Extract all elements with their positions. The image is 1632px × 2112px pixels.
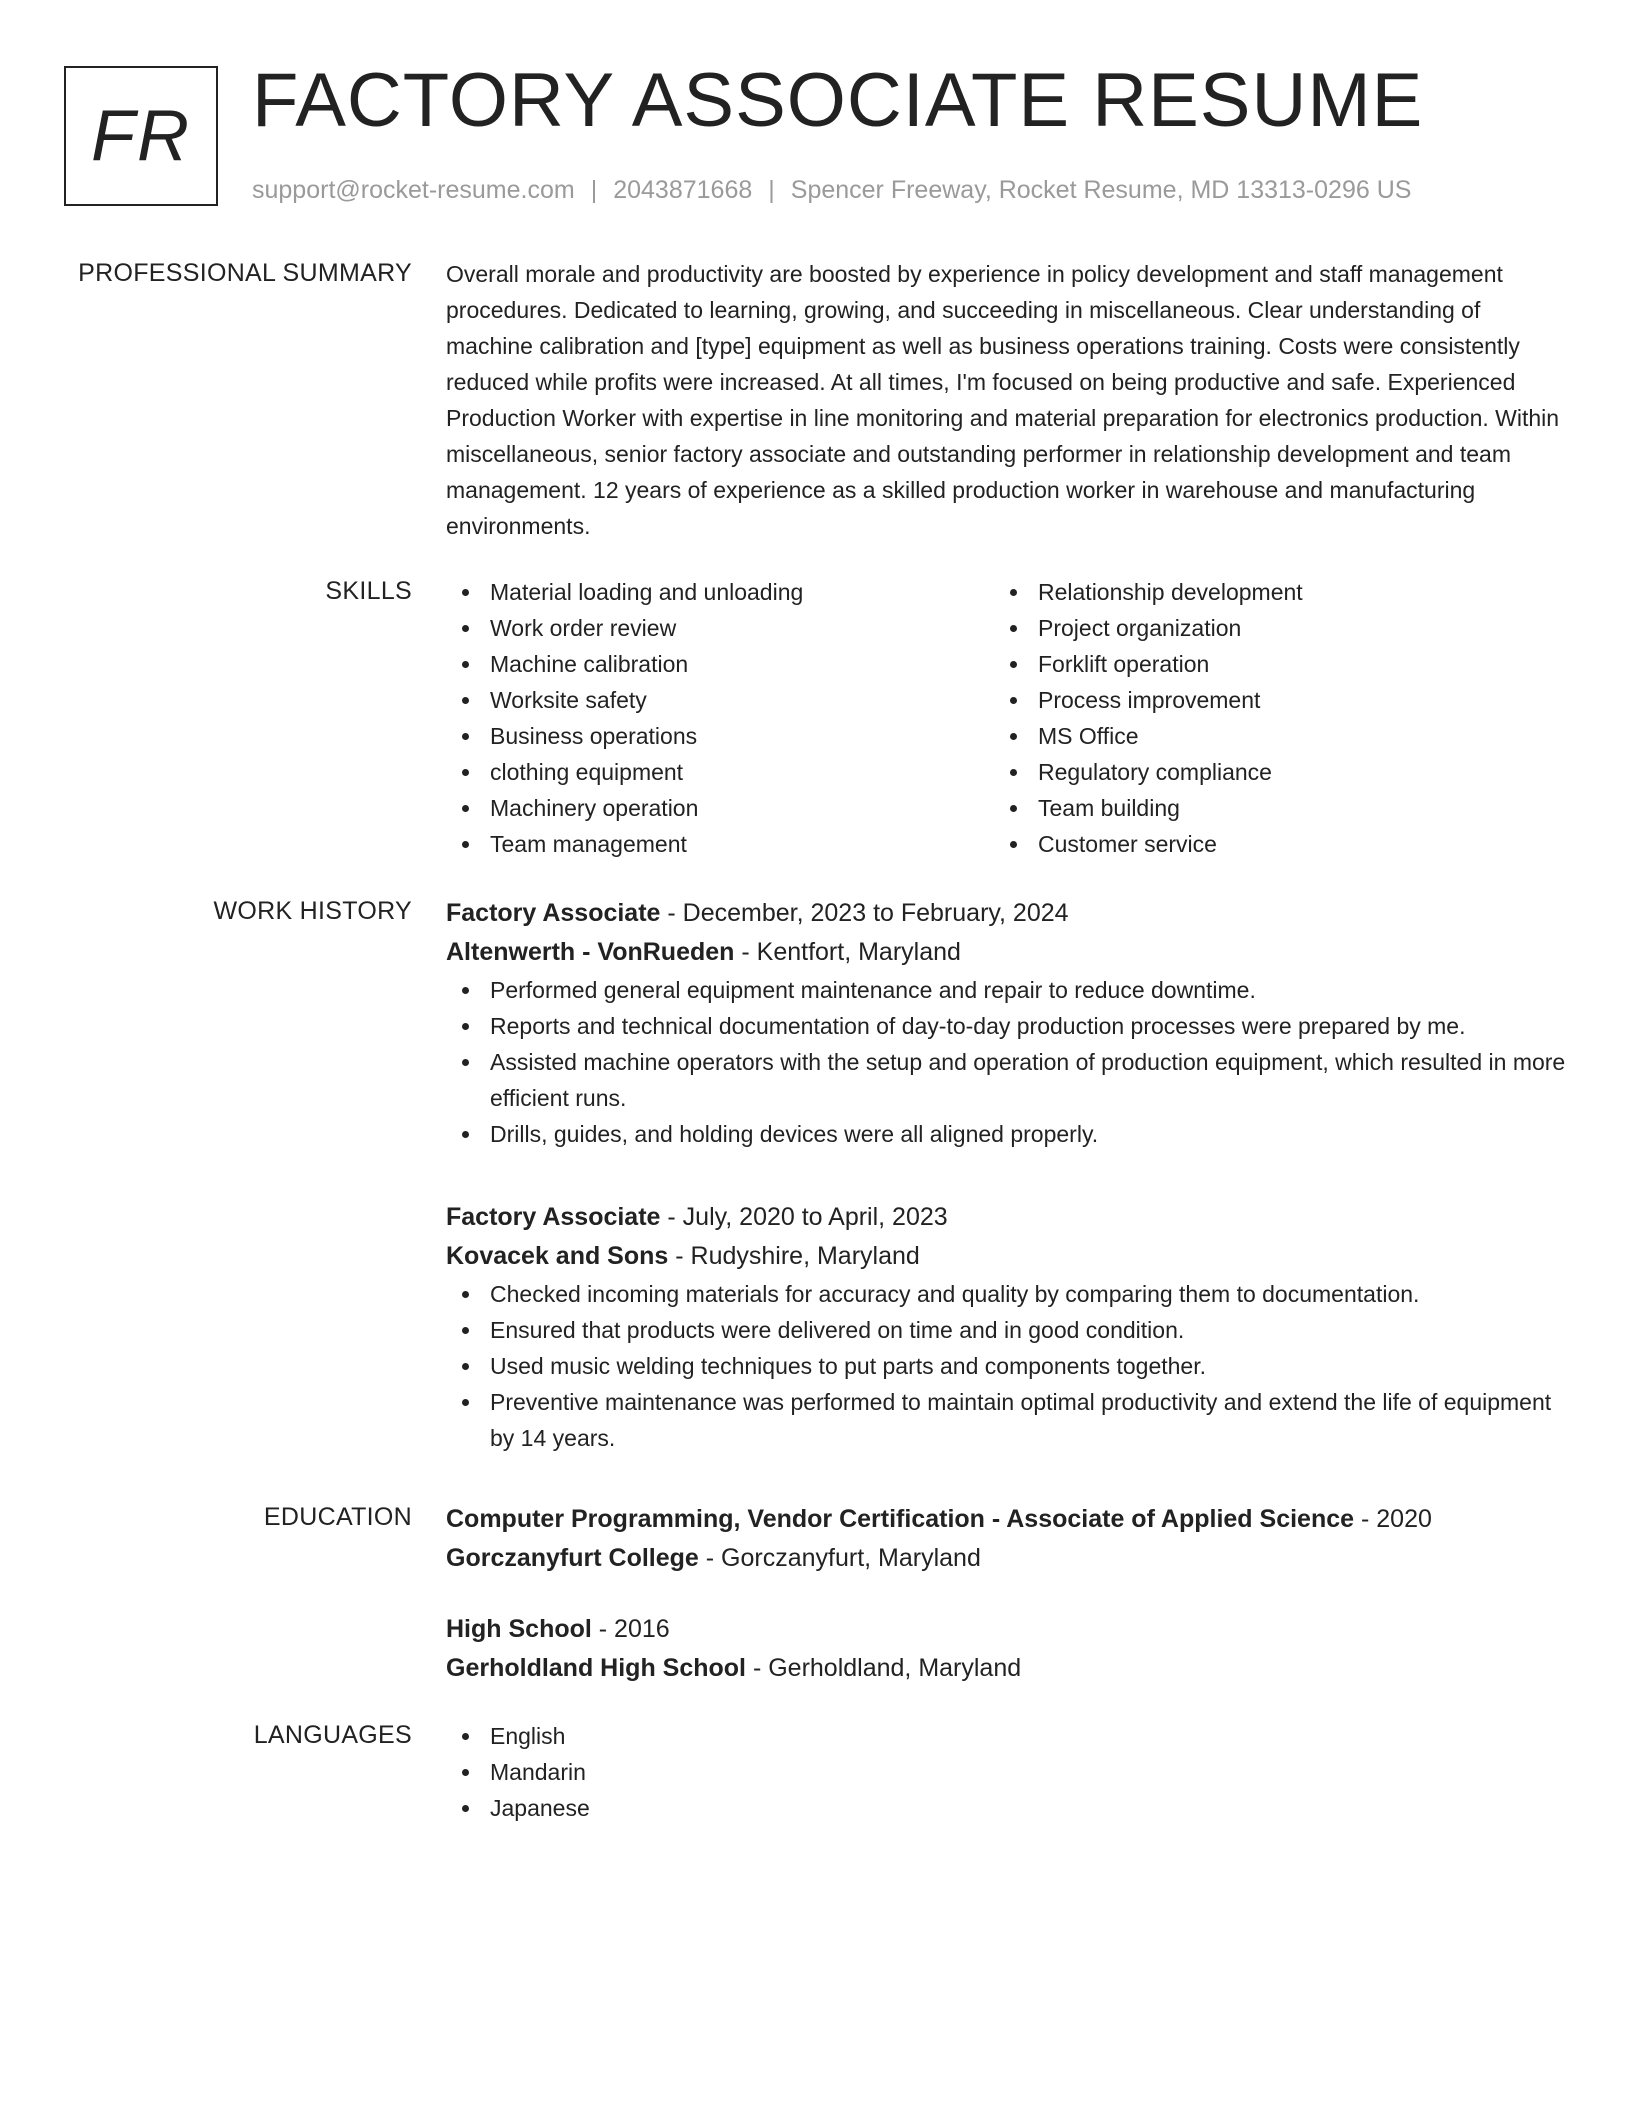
- education-year: - 2020: [1354, 1505, 1432, 1533]
- skill-item: Business operations: [446, 718, 994, 754]
- skill-item: Machine calibration: [446, 646, 994, 682]
- job-entry: [446, 1198, 1570, 1456]
- job-title: Factory Associate: [446, 1203, 661, 1231]
- language-item: English: [446, 1718, 1570, 1754]
- job-entry: [446, 894, 1570, 1152]
- job-bullet: Preventive maintenance was performed to maintain optimal productivity and extend the life of equipment by 14 years.: [446, 1384, 1570, 1456]
- summary-text: Overall morale and productivity are boosted by experience in policy development and staff management procedures. Dedicated to learning, growing, and succeeding in miscellaneous. Clear understanding of machine calibration and [type] equipment as well as business operations training. Costs were consistently reduced while profits were increased. At all times, I'm focused on being productive and safe. Experienced Production Worker with expertise in line monitoring and material preparation for electronics production. Within miscellaneous, senior factory associate and outstanding performer in relationship development and team management. 12 years of experience as a skilled production worker in warehouse and manufacturing environments.: [446, 261, 1560, 539]
- skill-item: Team management: [446, 826, 994, 862]
- education-degree-line: [446, 1610, 1570, 1649]
- job-bullet: Checked incoming materials for accuracy and quality by comparing them to documentation.: [446, 1276, 1570, 1312]
- job-company-line: [446, 1237, 1570, 1276]
- skill-item: Process improvement: [994, 682, 1542, 718]
- job-dates: - December, 2023 to February, 2024: [660, 899, 1069, 927]
- job-location: - Rudyshire, Maryland: [668, 1242, 920, 1270]
- languages-body: [446, 1718, 1570, 1826]
- languages-heading: LANGUAGES: [253, 1721, 412, 1749]
- job-bullet: Ensured that products were delivered on time and in good condition.: [446, 1312, 1570, 1348]
- language-item: Mandarin: [446, 1754, 1570, 1790]
- education-entry: [446, 1610, 1570, 1688]
- skill-item: Relationship development: [994, 574, 1542, 610]
- job-bullet: Drills, guides, and holding devices were all aligned properly.: [446, 1116, 1570, 1152]
- skills-body: [446, 574, 1570, 862]
- monogram-box: [64, 66, 218, 206]
- summary-heading: PROFESSIONAL SUMMARY: [78, 259, 412, 287]
- skills-heading: SKILLS: [325, 577, 412, 605]
- skill-item: MS Office: [994, 718, 1542, 754]
- summary-body: [446, 256, 1570, 544]
- skill-item: clothing equipment: [446, 754, 994, 790]
- job-company: Kovacek and Sons: [446, 1242, 669, 1270]
- monogram-initials: FR: [91, 96, 191, 176]
- education-location: - Gorczanyfurt, Maryland: [698, 1544, 981, 1572]
- work-history-heading: WORK HISTORY: [213, 897, 412, 925]
- job-bullet: Used music welding techniques to put parts and components together.: [446, 1348, 1570, 1384]
- skill-item: Project organization: [994, 610, 1542, 646]
- job-bullet-list: [446, 1276, 1570, 1456]
- skill-item: Work order review: [446, 610, 994, 646]
- job-bullet-list: [446, 972, 1570, 1152]
- skill-item: Machinery operation: [446, 790, 994, 826]
- education-degree: High School: [446, 1615, 592, 1643]
- education-location: - Gerholdland, Maryland: [746, 1654, 1022, 1682]
- education-school-line: [446, 1539, 1570, 1578]
- contact-phone: 2043871668: [613, 176, 753, 204]
- contact-email: support@rocket-resume.com: [252, 176, 575, 204]
- job-bullet: Reports and technical documentation of day-to-day production processes were prepared by me.: [446, 1008, 1570, 1044]
- education-degree: Computer Programming, Vendor Certification - Associate of Applied Science: [446, 1505, 1355, 1533]
- skill-item: Regulatory compliance: [994, 754, 1542, 790]
- skills-list-right: [994, 574, 1542, 862]
- job-company: Altenwerth - VonRueden: [446, 938, 735, 966]
- contact-separator: |: [768, 176, 775, 204]
- job-title: Factory Associate: [446, 899, 661, 927]
- education-school: Gorczanyfurt College: [446, 1544, 699, 1572]
- contact-address: Spencer Freeway, Rocket Resume, MD 13313-0296 US: [790, 176, 1412, 204]
- skills-grid: [446, 574, 1570, 862]
- skill-item: Worksite safety: [446, 682, 994, 718]
- contact-line: [252, 174, 1411, 206]
- job-title-line: [446, 894, 1570, 933]
- languages-list: [446, 1718, 1570, 1826]
- job-dates: - July, 2020 to April, 2023: [660, 1203, 948, 1231]
- job-company-line: [446, 933, 1570, 972]
- education-school-line: [446, 1649, 1570, 1688]
- education-entry: [446, 1500, 1570, 1578]
- job-bullet: Assisted machine operators with the setup and operation of production equipment, which resulted in more efficient runs.: [446, 1044, 1570, 1116]
- job-location: - Kentfort, Maryland: [734, 938, 961, 966]
- skill-item: Customer service: [994, 826, 1542, 862]
- skills-list-left: [446, 574, 994, 862]
- education-school: Gerholdland High School: [446, 1654, 746, 1682]
- skill-item: Material loading and unloading: [446, 574, 994, 610]
- skill-item: Forklift operation: [994, 646, 1542, 682]
- education-heading: EDUCATION: [263, 1503, 412, 1531]
- resume-title: FACTORY ASSOCIATE RESUME: [252, 58, 1424, 143]
- skill-item: Team building: [994, 790, 1542, 826]
- education-degree-line: [446, 1500, 1570, 1539]
- language-item: Japanese: [446, 1790, 1570, 1826]
- job-title-line: [446, 1198, 1570, 1237]
- job-bullet: Performed general equipment maintenance and repair to reduce downtime.: [446, 972, 1570, 1008]
- contact-separator: |: [590, 176, 598, 204]
- education-year: - 2016: [591, 1615, 670, 1643]
